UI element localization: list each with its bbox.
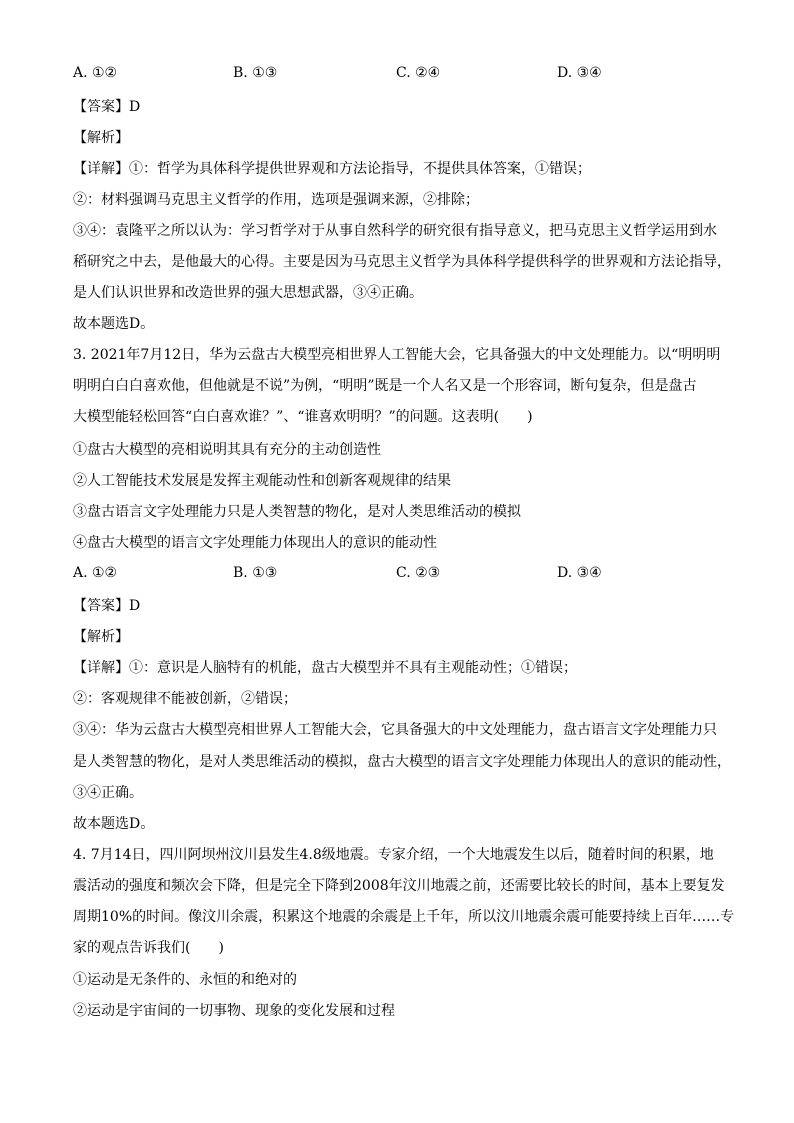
q4-stem-line: 4. 7月14日，四川阿坝州汶川县发生4.8级地震。专家介绍，一个大地震发生以后，随着时间的积累，地	[73, 847, 714, 863]
q4-stem-line: 震活动的强度和频次会下降，但是完全下降到2008年汶川地震之前，还需要比较长的时间，基本上要复发	[73, 878, 725, 894]
q4-statement: ①运动是无条件的、永恒的和绝对的	[73, 972, 297, 988]
q2-option-d: D. ③④	[557, 65, 602, 81]
q3-stem-line: 明明白白白喜欢他，但他就是不说”为例，“明明”既是一个人名又是一个形容词，断句复杂，但是盘古	[73, 378, 697, 394]
q3-detail-line: 【详解】①：意识是人脑特有的机能，盘古大模型并不具有主观能动性；①错误；	[73, 660, 577, 676]
q3-statement: ④盘古大模型的语言文字处理能力体现出人的意识的能动性	[73, 535, 437, 551]
q3-statement: ②人工智能技术发展是发挥主观能动性和创新客观规律的结果	[73, 473, 451, 489]
q2-option-b: B. ①③	[233, 65, 278, 81]
q2-conclusion: 故本题选D。	[73, 316, 155, 332]
q2-option-c: C. ②④	[396, 65, 441, 81]
q3-option-d: D. ③④	[557, 565, 602, 581]
q2-detail-line: 是人们认识世界和改造世界的强大思想武器，③④正确。	[73, 285, 423, 301]
q3-detail-line: 是人类智慧的物化，是对人类思维活动的模拟，盘古大模型的语言文字处理能力体现出人的意识的能动性，	[73, 754, 731, 770]
q3-stem-line: 大模型能轻松回答“白白喜欢谁？”、“谁喜欢明明？”的问题。这表明( )	[73, 409, 533, 425]
q3-option-a: A. ①②	[73, 565, 118, 581]
q2-analysis-heading: 【解析】	[73, 130, 129, 146]
q3-option-c: C. ②③	[396, 565, 441, 581]
q2-detail-line: 【详解】①：哲学为具体科学提供世界观和方法论指导，不提供具体答案，①错误；	[73, 161, 591, 177]
q4-stem-line: 周期10%的时间。像汶川余震，积累这个地震的余震是上千年，所以汶川地震余震可能要持续上百年……专	[73, 909, 735, 925]
q3-answer: 【答案】D	[73, 598, 141, 614]
q3-detail-line: ③④：华为云盘古大模型亮相世界人工智能大会，它具备强大的中文处理能力，盘古语言文字处理能力只	[73, 722, 717, 738]
q3-stem-line: 3. 2021年7月12日，华为云盘古大模型亮相世界人工智能大会，它具备强大的中文处理能力。以“明明明	[73, 347, 721, 363]
q2-answer: 【答案】D	[73, 99, 141, 115]
q3-statement: ①盘古大模型的亮相说明其具有充分的主动创造性	[73, 442, 381, 458]
q2-detail-line: ③④：袁隆平之所以认为：学习哲学对于从事自然科学的研究很有指导意义，把马克思主义哲学运用到水	[73, 223, 717, 239]
q3-detail-line: ②：客观规律不能被创新，②错误；	[73, 691, 297, 707]
q4-stem-line: 家的观点告诉我们( )	[73, 940, 224, 956]
q2-detail-line: ②：材料强调马克思主义哲学的作用，选项是强调来源，②排除；	[73, 192, 479, 208]
q3-conclusion: 故本题选D。	[73, 816, 155, 832]
q3-detail-line: ③④正确。	[73, 785, 143, 801]
q3-option-b: B. ①③	[233, 565, 278, 581]
q3-statement: ③盘古语言文字处理能力只是人类智慧的物化，是对人类思维活动的模拟	[73, 504, 521, 520]
q3-analysis-heading: 【解析】	[73, 629, 129, 645]
q4-statement: ②运动是宇宙间的一切事物、现象的变化发展和过程	[73, 1003, 395, 1019]
q2-option-a: A. ①②	[73, 65, 118, 81]
q2-detail-line: 稻研究之中去，是他最大的心得。主要是因为马克思主义哲学为具体科学提供科学的世界观和方法论指导，	[73, 254, 731, 270]
